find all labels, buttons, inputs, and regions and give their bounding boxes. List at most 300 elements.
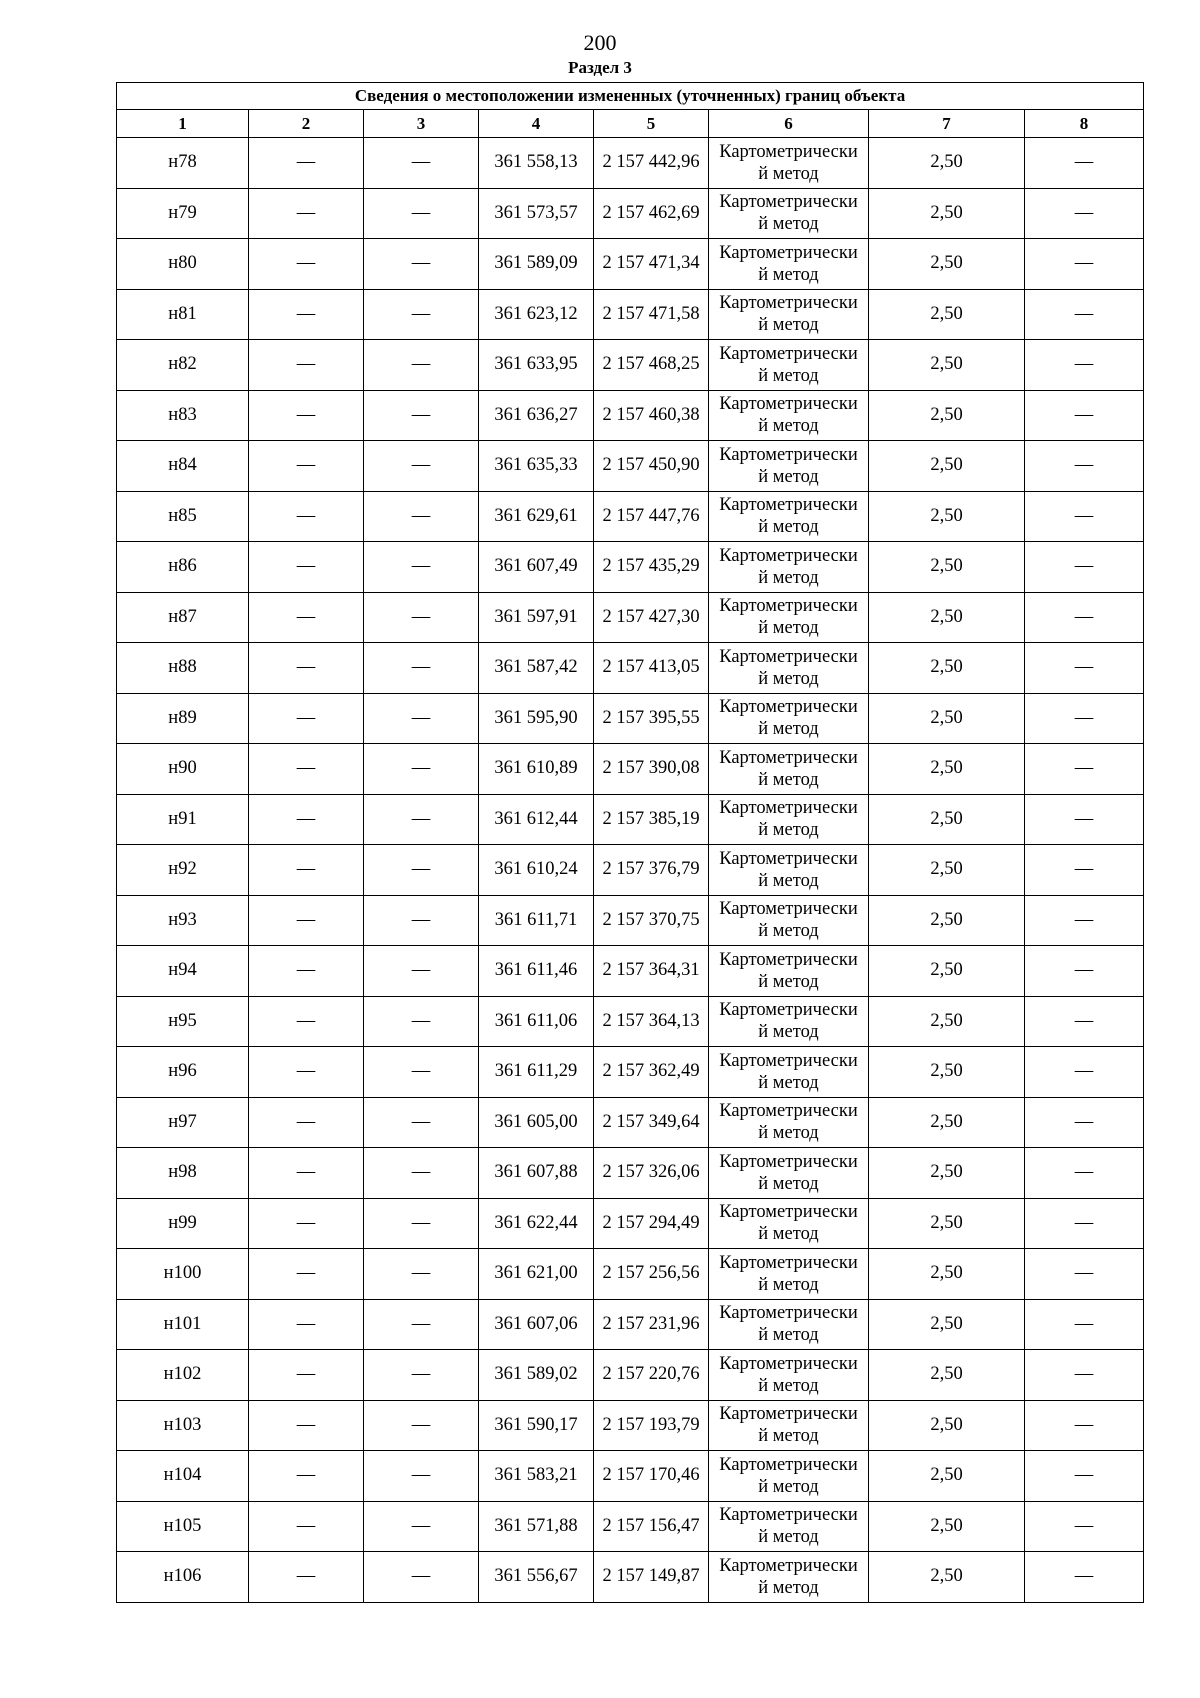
point-name-cell: н97: [117, 1097, 249, 1148]
method-text-line-1: Картометрически: [719, 495, 858, 516]
method-text-line-1: Картометрически: [719, 949, 858, 970]
x-coordinate-cell: 361 636,27: [479, 390, 594, 441]
accuracy-cell: 2,50: [869, 138, 1025, 189]
method-text-line-1: Картометрически: [719, 697, 858, 718]
y-coordinate-cell: 2 157 450,90: [594, 441, 709, 492]
y-coordinate-cell: 2 157 156,47: [594, 1501, 709, 1552]
y-coordinate-cell: 2 157 460,38: [594, 390, 709, 441]
method-text-line-2: й метод: [758, 365, 819, 386]
col2-cell: —: [249, 794, 364, 845]
col8-cell: —: [1025, 592, 1144, 643]
method-text-line-1: Картометрически: [719, 141, 858, 162]
accuracy-cell: 2,50: [869, 491, 1025, 542]
col2-cell: —: [249, 239, 364, 290]
col2-cell: —: [249, 491, 364, 542]
col3-cell: —: [364, 1249, 479, 1300]
method-cell: [709, 845, 869, 896]
col8-cell: —: [1025, 643, 1144, 694]
accuracy-cell: 2,50: [869, 895, 1025, 946]
point-name-cell: н90: [117, 744, 249, 795]
y-coordinate-cell: 2 157 294,49: [594, 1198, 709, 1249]
col2-cell: —: [249, 542, 364, 593]
col3-cell: —: [364, 340, 479, 391]
col3-cell: —: [364, 845, 479, 896]
boundary-coordinates-table: [116, 82, 1144, 1603]
col2-cell: —: [249, 1501, 364, 1552]
col3-cell: —: [364, 239, 479, 290]
accuracy-cell: 2,50: [869, 794, 1025, 845]
point-name-cell: н80: [117, 239, 249, 290]
table-row: [117, 845, 1144, 896]
col3-cell: —: [364, 138, 479, 189]
method-cell: [709, 693, 869, 744]
point-name-cell: н100: [117, 1249, 249, 1300]
method-text-line-1: Картометрически: [719, 646, 858, 667]
col8-cell: —: [1025, 390, 1144, 441]
table-row: [117, 138, 1144, 189]
method-text-line-2: й метод: [758, 719, 819, 740]
col3-cell: —: [364, 996, 479, 1047]
method-text-line-1: Картометрически: [719, 1252, 858, 1273]
col8-cell: —: [1025, 239, 1144, 290]
table-row: [117, 794, 1144, 845]
x-coordinate-cell: 361 607,88: [479, 1148, 594, 1199]
method-text-line-1: Картометрически: [719, 192, 858, 213]
method-text-line-2: й метод: [758, 769, 819, 790]
point-name-cell: н96: [117, 1047, 249, 1098]
method-text-line-1: Картометрически: [719, 1404, 858, 1425]
point-name-cell: н94: [117, 946, 249, 997]
method-text-line-2: й метод: [758, 1274, 819, 1295]
table-row: [117, 1451, 1144, 1502]
col3-cell: —: [364, 289, 479, 340]
method-text-line-1: Картометрически: [719, 1353, 858, 1374]
method-text-line-2: й метод: [758, 1426, 819, 1447]
y-coordinate-cell: 2 157 370,75: [594, 895, 709, 946]
y-coordinate-cell: 2 157 447,76: [594, 491, 709, 542]
y-coordinate-cell: 2 157 220,76: [594, 1350, 709, 1401]
col8-cell: —: [1025, 188, 1144, 239]
accuracy-cell: 2,50: [869, 1552, 1025, 1603]
column-header-1: 1: [117, 110, 249, 138]
col2-cell: —: [249, 1350, 364, 1401]
method-cell: [709, 1299, 869, 1350]
accuracy-cell: 2,50: [869, 693, 1025, 744]
table-body: [117, 138, 1144, 1603]
col8-cell: —: [1025, 1047, 1144, 1098]
method-cell: [709, 996, 869, 1047]
col8-cell: —: [1025, 1148, 1144, 1199]
y-coordinate-cell: 2 157 471,58: [594, 289, 709, 340]
x-coordinate-cell: 361 571,88: [479, 1501, 594, 1552]
col3-cell: —: [364, 794, 479, 845]
col2-cell: —: [249, 340, 364, 391]
table-row: [117, 1148, 1144, 1199]
table-row: [117, 1299, 1144, 1350]
col8-cell: —: [1025, 1249, 1144, 1300]
method-text-line-1: Картометрически: [719, 798, 858, 819]
table-row: [117, 289, 1144, 340]
method-text-line-2: й метод: [758, 971, 819, 992]
col8-cell: —: [1025, 441, 1144, 492]
method-cell: [709, 1350, 869, 1401]
col8-cell: —: [1025, 1501, 1144, 1552]
col3-cell: —: [364, 1148, 479, 1199]
accuracy-cell: 2,50: [869, 441, 1025, 492]
x-coordinate-cell: 361 629,61: [479, 491, 594, 542]
col2-cell: —: [249, 1299, 364, 1350]
y-coordinate-cell: 2 157 193,79: [594, 1400, 709, 1451]
y-coordinate-cell: 2 157 395,55: [594, 693, 709, 744]
point-name-cell: н81: [117, 289, 249, 340]
column-header-5: 5: [594, 110, 709, 138]
method-cell: [709, 441, 869, 492]
x-coordinate-cell: 361 589,09: [479, 239, 594, 290]
y-coordinate-cell: 2 157 385,19: [594, 794, 709, 845]
col8-cell: —: [1025, 542, 1144, 593]
table-row: [117, 1400, 1144, 1451]
table-row: [117, 592, 1144, 643]
y-coordinate-cell: 2 157 413,05: [594, 643, 709, 694]
accuracy-cell: 2,50: [869, 1350, 1025, 1401]
x-coordinate-cell: 361 611,46: [479, 946, 594, 997]
y-coordinate-cell: 2 157 364,31: [594, 946, 709, 997]
accuracy-cell: 2,50: [869, 996, 1025, 1047]
y-coordinate-cell: 2 157 427,30: [594, 592, 709, 643]
col8-cell: —: [1025, 693, 1144, 744]
y-coordinate-cell: 2 157 442,96: [594, 138, 709, 189]
y-coordinate-cell: 2 157 390,08: [594, 744, 709, 795]
table-row: [117, 1501, 1144, 1552]
y-coordinate-cell: 2 157 471,34: [594, 239, 709, 290]
method-text-line-2: й метод: [758, 567, 819, 588]
accuracy-cell: 2,50: [869, 390, 1025, 441]
accuracy-cell: 2,50: [869, 1400, 1025, 1451]
col2-cell: —: [249, 1097, 364, 1148]
method-text-line-1: Картометрически: [719, 1303, 858, 1324]
method-text-line-1: Картометрически: [719, 1555, 858, 1576]
x-coordinate-cell: 361 612,44: [479, 794, 594, 845]
table-row: [117, 1350, 1144, 1401]
col3-cell: —: [364, 1047, 479, 1098]
x-coordinate-cell: 361 589,02: [479, 1350, 594, 1401]
col3-cell: —: [364, 1198, 479, 1249]
column-header-2: 2: [249, 110, 364, 138]
y-coordinate-cell: 2 157 462,69: [594, 188, 709, 239]
point-name-cell: н92: [117, 845, 249, 896]
point-name-cell: н82: [117, 340, 249, 391]
point-name-cell: н88: [117, 643, 249, 694]
method-cell: [709, 390, 869, 441]
point-name-cell: н79: [117, 188, 249, 239]
method-text-line-1: Картометрически: [719, 242, 858, 263]
point-name-cell: н106: [117, 1552, 249, 1603]
col2-cell: —: [249, 138, 364, 189]
method-text-line-2: й метод: [758, 870, 819, 891]
method-cell: [709, 239, 869, 290]
table-row: [117, 188, 1144, 239]
table-row: [117, 1249, 1144, 1300]
point-name-cell: н89: [117, 693, 249, 744]
method-text-line-1: Картометрически: [719, 394, 858, 415]
col3-cell: —: [364, 441, 479, 492]
table-row: [117, 1097, 1144, 1148]
col2-cell: —: [249, 845, 364, 896]
accuracy-cell: 2,50: [869, 188, 1025, 239]
point-name-cell: н95: [117, 996, 249, 1047]
table-row: [117, 996, 1144, 1047]
point-name-cell: н93: [117, 895, 249, 946]
col8-cell: —: [1025, 946, 1144, 997]
x-coordinate-cell: 361 611,29: [479, 1047, 594, 1098]
method-text-line-2: й метод: [758, 1476, 819, 1497]
method-cell: [709, 340, 869, 391]
point-name-cell: н86: [117, 542, 249, 593]
accuracy-cell: 2,50: [869, 1148, 1025, 1199]
method-text-line-1: Картометрически: [719, 1151, 858, 1172]
method-text-line-2: й метод: [758, 315, 819, 336]
accuracy-cell: 2,50: [869, 1501, 1025, 1552]
method-cell: [709, 1198, 869, 1249]
point-name-cell: н101: [117, 1299, 249, 1350]
col2-cell: —: [249, 289, 364, 340]
col8-cell: —: [1025, 491, 1144, 542]
x-coordinate-cell: 361 556,67: [479, 1552, 594, 1603]
col8-cell: —: [1025, 744, 1144, 795]
method-cell: [709, 592, 869, 643]
col3-cell: —: [364, 895, 479, 946]
y-coordinate-cell: 2 157 435,29: [594, 542, 709, 593]
col2-cell: —: [249, 1249, 364, 1300]
col3-cell: —: [364, 542, 479, 593]
col3-cell: —: [364, 1451, 479, 1502]
accuracy-cell: 2,50: [869, 542, 1025, 593]
x-coordinate-cell: 361 611,06: [479, 996, 594, 1047]
method-cell: [709, 542, 869, 593]
y-coordinate-cell: 2 157 256,56: [594, 1249, 709, 1300]
x-coordinate-cell: 361 610,24: [479, 845, 594, 896]
accuracy-cell: 2,50: [869, 1451, 1025, 1502]
col8-cell: —: [1025, 1198, 1144, 1249]
x-coordinate-cell: 361 597,91: [479, 592, 594, 643]
method-cell: [709, 1148, 869, 1199]
col3-cell: —: [364, 1350, 479, 1401]
point-name-cell: н102: [117, 1350, 249, 1401]
col3-cell: —: [364, 744, 479, 795]
point-name-cell: н78: [117, 138, 249, 189]
y-coordinate-cell: 2 157 349,64: [594, 1097, 709, 1148]
method-text-line-2: й метод: [758, 1072, 819, 1093]
accuracy-cell: 2,50: [869, 946, 1025, 997]
col2-cell: —: [249, 1148, 364, 1199]
accuracy-cell: 2,50: [869, 1198, 1025, 1249]
x-coordinate-cell: 361 605,00: [479, 1097, 594, 1148]
section-title: Раздел 3: [568, 58, 632, 77]
method-text-line-1: Картометрически: [719, 848, 858, 869]
method-text-line-1: Картометрически: [719, 444, 858, 465]
table-row: [117, 643, 1144, 694]
col3-cell: —: [364, 1299, 479, 1350]
col8-cell: —: [1025, 340, 1144, 391]
point-name-cell: н99: [117, 1198, 249, 1249]
x-coordinate-cell: 361 607,06: [479, 1299, 594, 1350]
method-cell: [709, 1097, 869, 1148]
point-name-cell: н91: [117, 794, 249, 845]
col3-cell: —: [364, 188, 479, 239]
col2-cell: —: [249, 592, 364, 643]
column-header-8: 8: [1025, 110, 1144, 138]
column-header-6: 6: [709, 110, 869, 138]
column-number-row: [117, 110, 1144, 138]
method-cell: [709, 1249, 869, 1300]
point-name-cell: н84: [117, 441, 249, 492]
method-cell: [709, 289, 869, 340]
y-coordinate-cell: 2 157 468,25: [594, 340, 709, 391]
method-text-line-2: й метод: [758, 466, 819, 487]
table-row: [117, 491, 1144, 542]
method-text-line-1: Картометрически: [719, 1000, 858, 1021]
point-name-cell: н103: [117, 1400, 249, 1451]
y-coordinate-cell: 2 157 362,49: [594, 1047, 709, 1098]
col2-cell: —: [249, 188, 364, 239]
method-text-line-1: Картометрически: [719, 899, 858, 920]
x-coordinate-cell: 361 583,21: [479, 1451, 594, 1502]
table-row: [117, 1552, 1144, 1603]
y-coordinate-cell: 2 157 231,96: [594, 1299, 709, 1350]
method-text-line-1: Картометрически: [719, 545, 858, 566]
method-text-line-2: й метод: [758, 214, 819, 235]
method-text-line-2: й метод: [758, 517, 819, 538]
method-text-line-2: й метод: [758, 618, 819, 639]
accuracy-cell: 2,50: [869, 340, 1025, 391]
x-coordinate-cell: 361 573,57: [479, 188, 594, 239]
y-coordinate-cell: 2 157 170,46: [594, 1451, 709, 1502]
method-cell: [709, 744, 869, 795]
col2-cell: —: [249, 693, 364, 744]
method-text-line-2: й метод: [758, 1577, 819, 1598]
method-text-line-2: й метод: [758, 163, 819, 184]
accuracy-cell: 2,50: [869, 592, 1025, 643]
table-row: [117, 1047, 1144, 1098]
accuracy-cell: 2,50: [869, 289, 1025, 340]
page-number: 200: [583, 30, 617, 55]
table-row: [117, 390, 1144, 441]
column-header-7: 7: [869, 110, 1025, 138]
method-text-line-1: Картометрически: [719, 1454, 858, 1475]
method-text-line-2: й метод: [758, 1224, 819, 1245]
y-coordinate-cell: 2 157 149,87: [594, 1552, 709, 1603]
col3-cell: —: [364, 390, 479, 441]
method-text-line-2: й метод: [758, 921, 819, 942]
col2-cell: —: [249, 1198, 364, 1249]
col8-cell: —: [1025, 996, 1144, 1047]
accuracy-cell: 2,50: [869, 744, 1025, 795]
method-cell: [709, 1501, 869, 1552]
table-row: [117, 895, 1144, 946]
col2-cell: —: [249, 1047, 364, 1098]
col3-cell: —: [364, 1400, 479, 1451]
col2-cell: —: [249, 744, 364, 795]
x-coordinate-cell: 361 610,89: [479, 744, 594, 795]
method-text-line-1: Картометрически: [719, 1505, 858, 1526]
table-caption: Сведения о местоположении измененных (уточненных) границ объекта: [117, 83, 1144, 110]
method-cell: [709, 1047, 869, 1098]
method-cell: [709, 1552, 869, 1603]
table-row: [117, 441, 1144, 492]
method-text-line-2: й метод: [758, 668, 819, 689]
table-row: [117, 340, 1144, 391]
x-coordinate-cell: 361 607,49: [479, 542, 594, 593]
method-text-line-1: Картометрически: [719, 343, 858, 364]
method-text-line-2: й метод: [758, 820, 819, 841]
col3-cell: —: [364, 491, 479, 542]
col2-cell: —: [249, 1451, 364, 1502]
y-coordinate-cell: 2 157 364,13: [594, 996, 709, 1047]
method-text-line-1: Картометрически: [719, 293, 858, 314]
column-header-3: 3: [364, 110, 479, 138]
x-coordinate-cell: 361 623,12: [479, 289, 594, 340]
method-text-line-1: Картометрически: [719, 596, 858, 617]
accuracy-cell: 2,50: [869, 1249, 1025, 1300]
y-coordinate-cell: 2 157 376,79: [594, 845, 709, 896]
method-cell: [709, 946, 869, 997]
method-text-line-2: й метод: [758, 1375, 819, 1396]
col8-cell: —: [1025, 794, 1144, 845]
method-text-line-2: й метод: [758, 1173, 819, 1194]
method-text-line-2: й метод: [758, 416, 819, 437]
table-caption-row: [117, 83, 1144, 110]
method-text-line-1: Картометрически: [719, 1101, 858, 1122]
col8-cell: —: [1025, 138, 1144, 189]
method-cell: [709, 643, 869, 694]
col8-cell: —: [1025, 1400, 1144, 1451]
method-text-line-2: й метод: [758, 1022, 819, 1043]
col2-cell: —: [249, 643, 364, 694]
col2-cell: —: [249, 1400, 364, 1451]
table-row: [117, 693, 1144, 744]
method-cell: [709, 188, 869, 239]
col3-cell: —: [364, 946, 479, 997]
accuracy-cell: 2,50: [869, 1047, 1025, 1098]
x-coordinate-cell: 361 587,42: [479, 643, 594, 694]
point-name-cell: н87: [117, 592, 249, 643]
accuracy-cell: 2,50: [869, 845, 1025, 896]
x-coordinate-cell: 361 621,00: [479, 1249, 594, 1300]
col2-cell: —: [249, 996, 364, 1047]
point-name-cell: н105: [117, 1501, 249, 1552]
table-row: [117, 946, 1144, 997]
col2-cell: —: [249, 946, 364, 997]
col3-cell: —: [364, 643, 479, 694]
col8-cell: —: [1025, 1350, 1144, 1401]
method-cell: [709, 491, 869, 542]
y-coordinate-cell: 2 157 326,06: [594, 1148, 709, 1199]
accuracy-cell: 2,50: [869, 643, 1025, 694]
col3-cell: —: [364, 1501, 479, 1552]
table-row: [117, 1198, 1144, 1249]
point-name-cell: н104: [117, 1451, 249, 1502]
col8-cell: —: [1025, 1299, 1144, 1350]
col8-cell: —: [1025, 845, 1144, 896]
col2-cell: —: [249, 1552, 364, 1603]
method-text-line-1: Картометрически: [719, 1050, 858, 1071]
table-row: [117, 542, 1144, 593]
method-cell: [709, 794, 869, 845]
col8-cell: —: [1025, 1552, 1144, 1603]
col3-cell: —: [364, 592, 479, 643]
col8-cell: —: [1025, 1451, 1144, 1502]
method-cell: [709, 895, 869, 946]
